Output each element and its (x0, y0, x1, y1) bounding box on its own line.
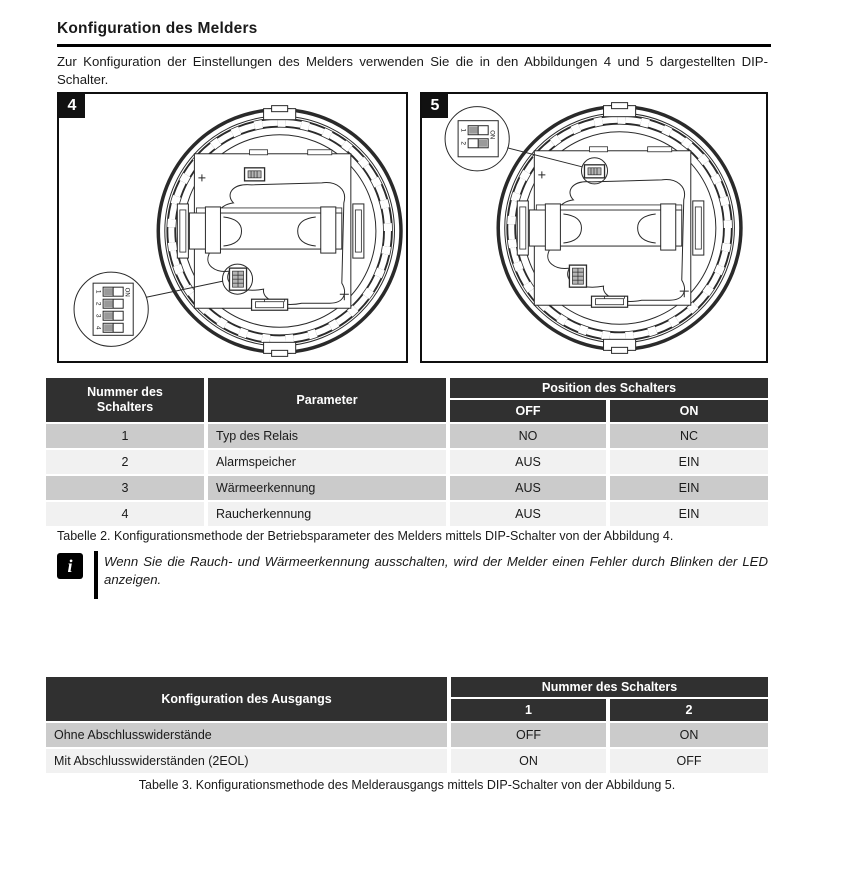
title-underline (57, 44, 771, 47)
dip-on-label: ON (488, 130, 495, 140)
table2-cell: Typ des Relais (208, 424, 446, 448)
table2-cell: 3 (46, 476, 204, 500)
table2-header-parameter: Parameter (208, 378, 446, 422)
table2-header-switch-position: Position des Schalters (450, 378, 768, 398)
dip-switch-callout (445, 107, 509, 171)
table2-cell: 4 (46, 502, 204, 526)
table2-cell: 1 (46, 424, 204, 448)
dip-label-1: 1 (459, 128, 467, 133)
dip-switch-callout (74, 272, 148, 346)
detector-diagram-4 (59, 94, 406, 361)
note-divider-bar (94, 551, 98, 599)
table2-cell: EIN (610, 502, 768, 526)
table2-cell: AUS (450, 476, 606, 500)
dip-label-2: 2 (94, 301, 102, 306)
table2-cell: AUS (450, 450, 606, 474)
dip-label-3: 3 (94, 313, 102, 318)
note-text: Wenn Sie die Rauch- und Wärmeerkennung ausschalten, wird der Melder einen Fehler durch Blinken der LED anzeigen. (104, 554, 768, 587)
table3-header-switch-1: 1 (451, 699, 606, 721)
table2-cell: NC (610, 424, 768, 448)
table3-header-switch-2: 2 (610, 699, 768, 721)
figure-number-badge: 5 (422, 94, 448, 118)
dip-parameter-table (46, 378, 768, 526)
figure-4 (57, 92, 408, 363)
table2-header-off: OFF (450, 400, 606, 422)
dip-label-1: 1 (94, 289, 102, 294)
table3-caption: Tabelle 3. Konfigurationsmethode des Melderausgangs mittels DIP-Schalter von der Abbildung 5. (138, 778, 676, 792)
info-icon: i (57, 553, 83, 579)
table2-header-on: ON (610, 400, 768, 422)
table3-header-output-config: Konfiguration des Ausgangs (46, 677, 447, 721)
detector-diagram-5 (422, 94, 766, 361)
output-config-table (46, 677, 768, 773)
figure-number-badge: 4 (59, 94, 85, 118)
table3-cell: OFF (451, 723, 606, 747)
table3-cell: OFF (610, 749, 768, 773)
table2-caption: Tabelle 2. Konfigurationsmethode der Betriebsparameter des Melders mittels DIP-Schalter von der Abbildung 4. (57, 529, 674, 543)
dip-on-label: ON (123, 287, 130, 297)
table2-header-switch-number: Nummer des Schalters (46, 378, 204, 422)
table2-cell: Alarmspeicher (208, 450, 446, 474)
table2-cell: EIN (610, 450, 768, 474)
dip-label-4: 4 (94, 325, 102, 330)
table2-cell: Raucherkennung (208, 502, 446, 526)
table2-cell: NO (450, 424, 606, 448)
table3-header-switch-number: Nummer des Schalters (451, 677, 768, 697)
intro-paragraph: Zur Konfiguration der Einstellungen des Melders verwenden Sie die in den Abbildungen 4 und 5 dargestellten DIP-Schalter. (57, 54, 768, 87)
table3-cell: ON (451, 749, 606, 773)
dip-label-2: 2 (459, 141, 467, 146)
page-title: Konfiguration des Melders (57, 20, 258, 37)
table3-cell: Mit Abschlusswiderständen (2EOL) (46, 749, 447, 773)
table2-cell: EIN (610, 476, 768, 500)
table2-cell: 2 (46, 450, 204, 474)
table3-cell: Ohne Abschlusswiderstände (46, 723, 447, 747)
table2-cell: AUS (450, 502, 606, 526)
table3-cell: ON (610, 723, 768, 747)
figure-5 (420, 92, 768, 363)
table2-cell: Wärmeerkennung (208, 476, 446, 500)
